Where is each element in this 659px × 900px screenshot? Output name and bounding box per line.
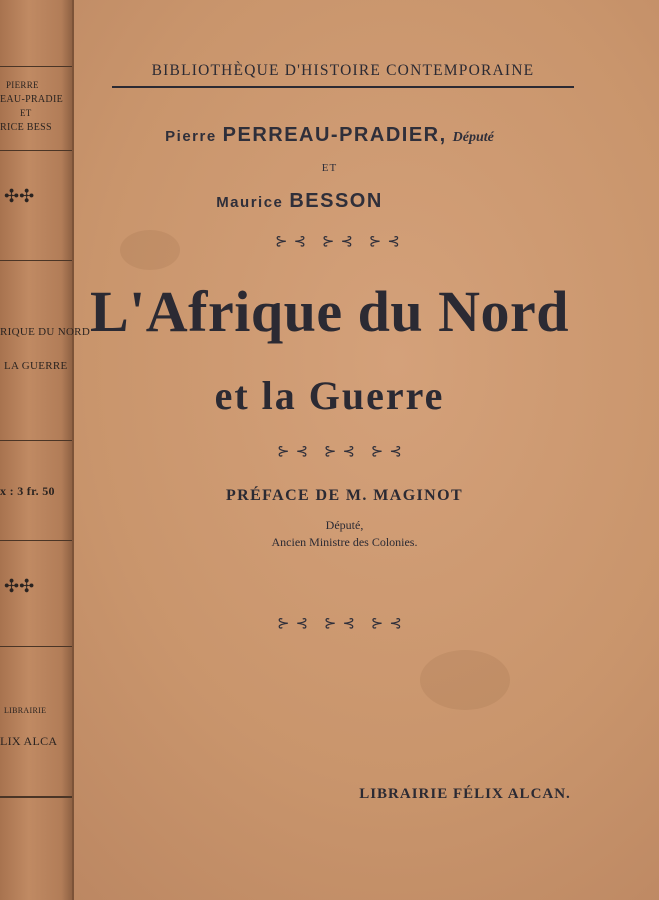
author-2 xyxy=(0,190,659,213)
ornament-icon: ⊱⊰ ⊱⊰ ⊱⊰ xyxy=(277,444,408,460)
author-2-first-name: Maurice xyxy=(216,194,284,211)
spine-publisher-2: LIX ALCA xyxy=(0,734,58,748)
stain xyxy=(420,650,510,710)
author-1-last-name: PERREAU-PRADIER, xyxy=(222,124,447,146)
spine-ornament-icon: ✣✣ xyxy=(4,186,35,206)
author-1-role: Député xyxy=(452,130,494,145)
preface-role-1: Député, xyxy=(325,518,364,532)
title-line-2: et la Guerre xyxy=(214,373,445,418)
author-1-first-name: Pierre xyxy=(165,128,217,145)
spine-title-1: RIQUE DU NORD xyxy=(0,326,91,338)
spine-rule xyxy=(0,646,72,647)
series-rule xyxy=(112,86,574,88)
spine-rule xyxy=(0,260,72,261)
series-title: BIBLIOTHÈQUE D'HISTOIRE CONTEMPORAINE xyxy=(151,62,535,79)
publisher: LIBRAIRIE FÉLIX ALCAN. xyxy=(359,786,571,802)
spine-title-2: LA GUERRE xyxy=(4,360,68,372)
spine-ornament-icon: ✣✣ xyxy=(4,576,35,596)
spine-rule xyxy=(0,440,72,441)
spine-publisher-1: LIBRAIRIE xyxy=(4,706,47,715)
ornament-icon: ⊱⊰ ⊱⊰ ⊱⊰ xyxy=(275,234,406,250)
conjunction: ET xyxy=(321,162,338,174)
author-1 xyxy=(0,124,659,147)
spine-rule xyxy=(0,150,72,151)
spine-author-4: RICE BESS xyxy=(0,122,52,133)
preface-role-2: Ancien Ministre des Colonies. xyxy=(271,535,418,549)
author-2-last-name: BESSON xyxy=(289,190,383,212)
spine-rule xyxy=(0,796,72,798)
spine-author-2: EAU-PRADIE xyxy=(0,94,63,105)
spine-author-3: ET xyxy=(20,108,32,118)
ornament-icon: ⊱⊰ ⊱⊰ ⊱⊰ xyxy=(277,616,408,632)
spine-price: x : 3 fr. 50 xyxy=(0,484,55,498)
spine-rule xyxy=(0,66,72,67)
preface-line: PRÉFACE DE M. MAGINOT xyxy=(225,487,464,504)
title-line-1: L'Afrique du Nord xyxy=(89,279,569,344)
spine-author-1: PIERRE xyxy=(6,80,39,90)
